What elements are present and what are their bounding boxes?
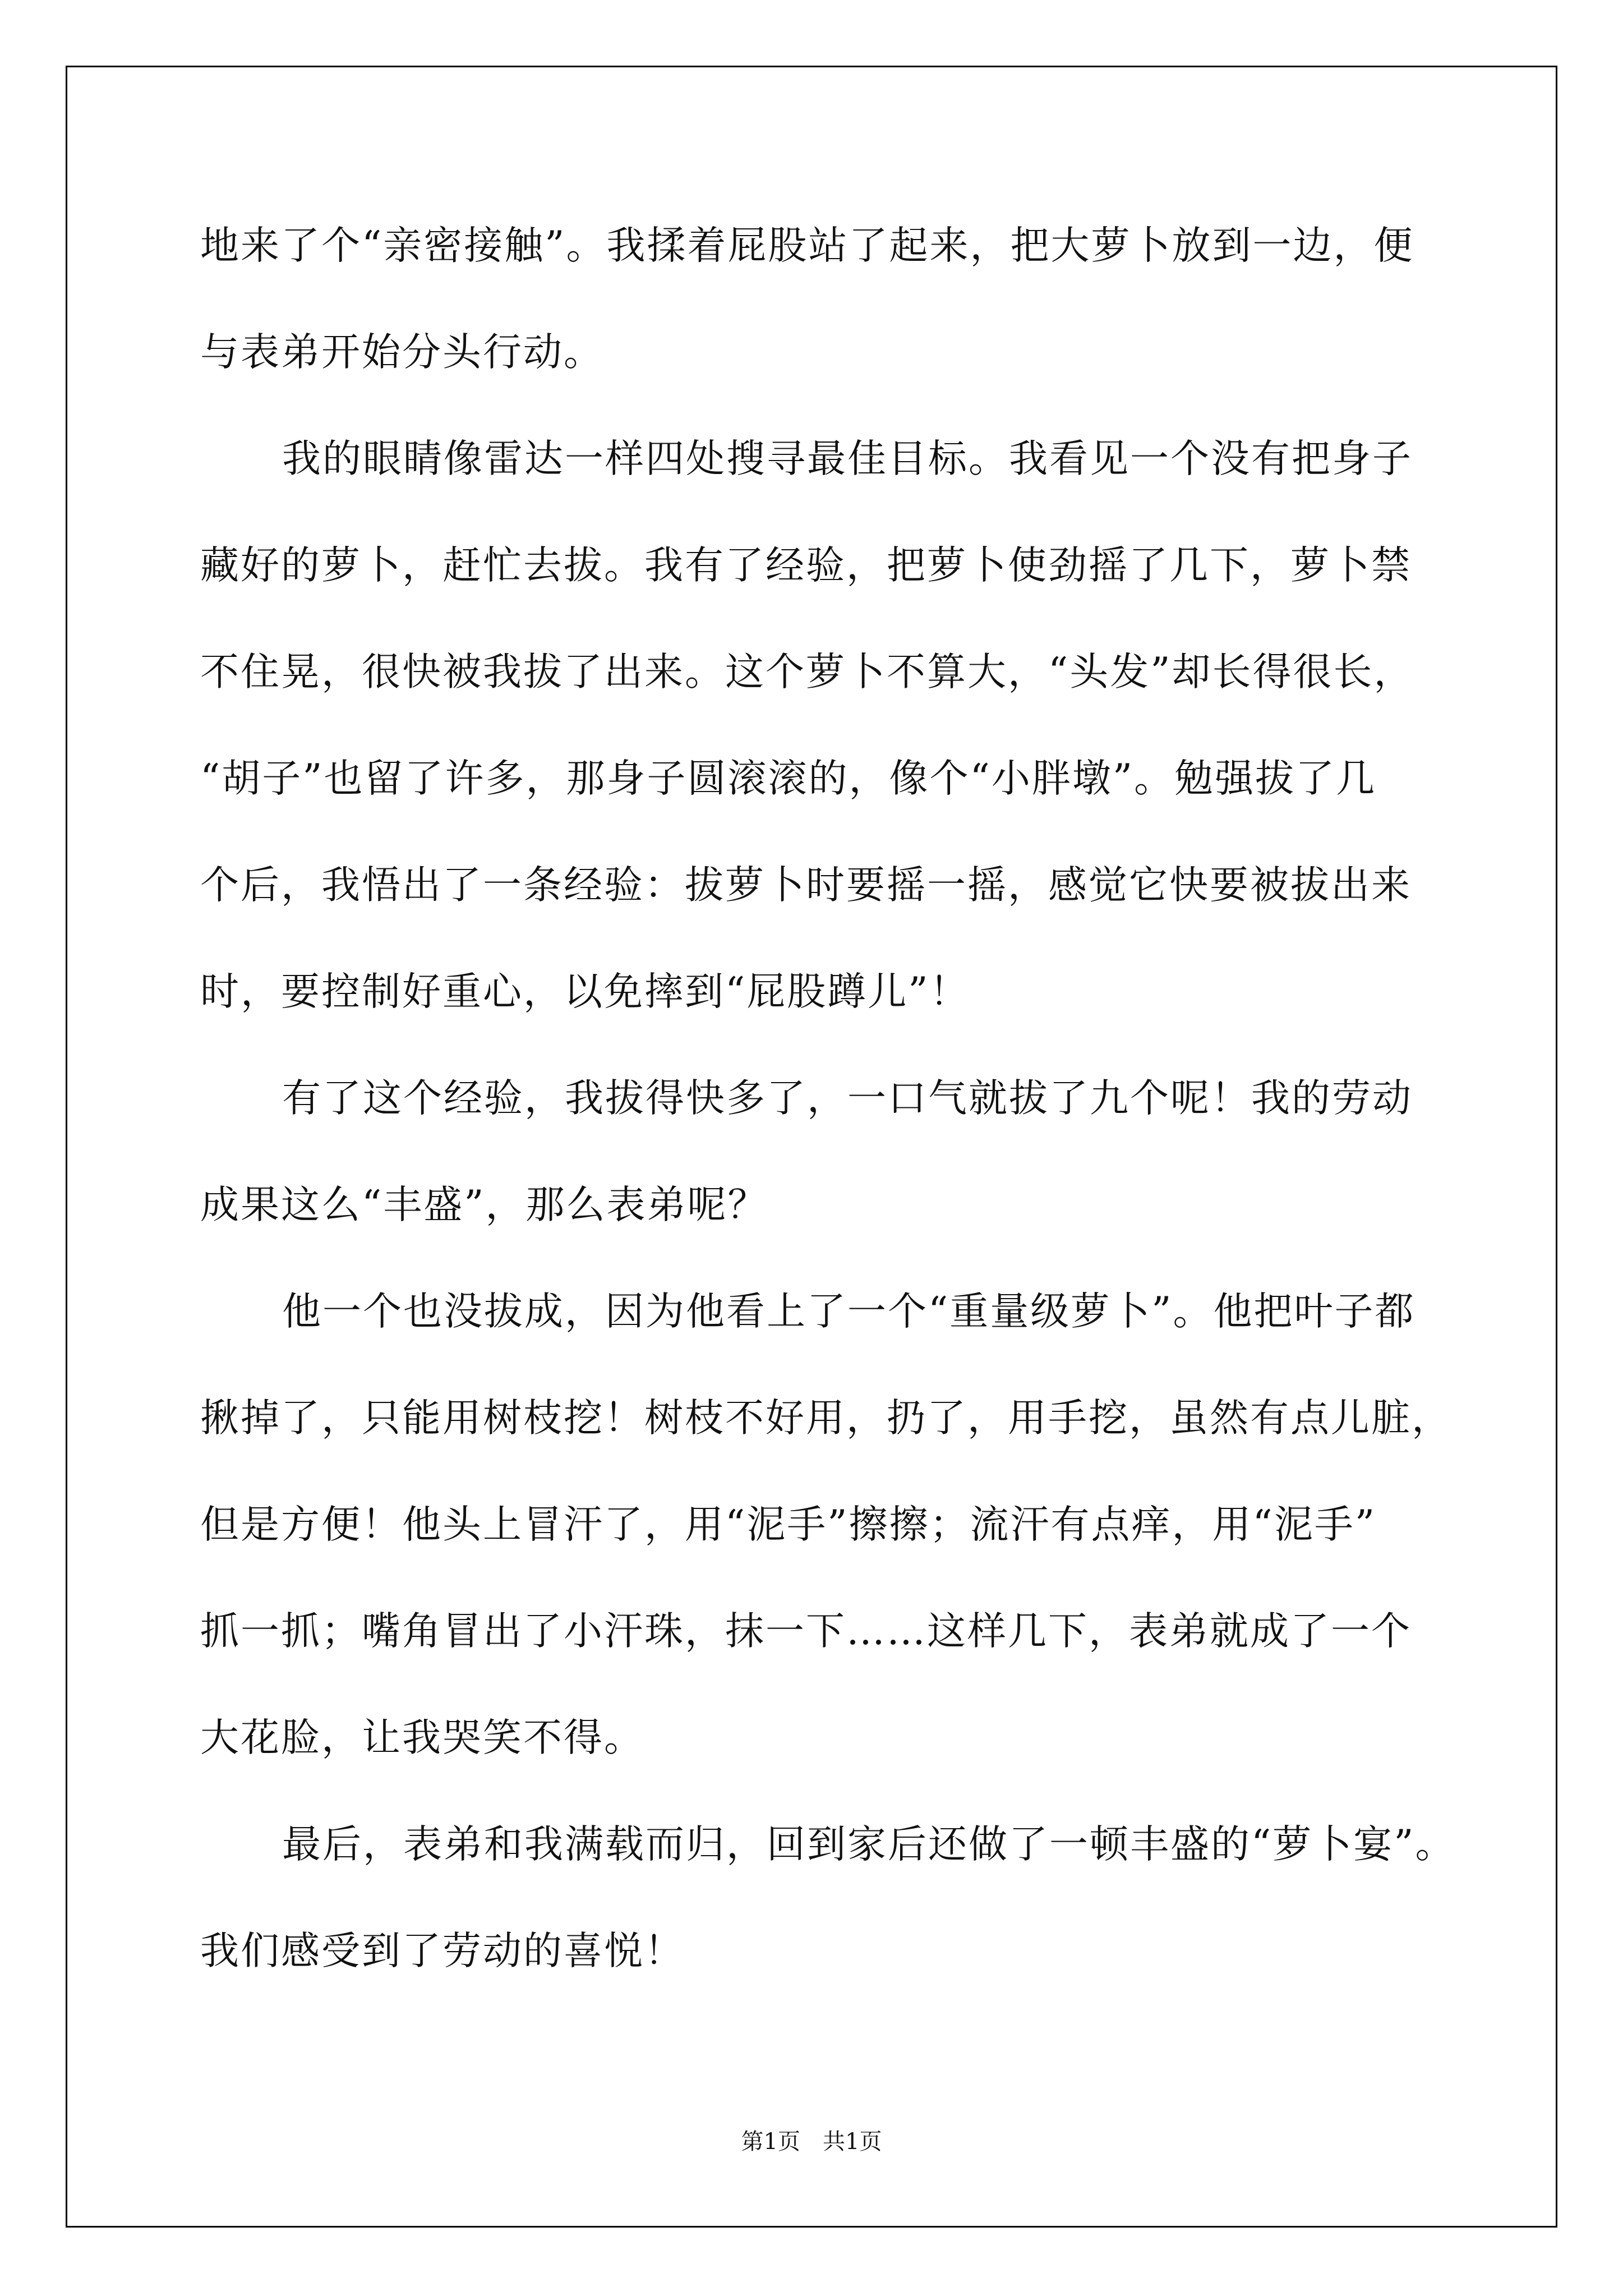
paragraph bbox=[200, 1045, 1535, 1258]
text-line: 最后，表弟和我满载而归，回到家后还做了一顿丰盛的“萝卜宴”。 bbox=[282, 1822, 1456, 1867]
text-line: 个后，我悟出了一条经验：拔萝卜时要摇一摇，感觉它快要被拔出来 bbox=[200, 863, 1412, 908]
paragraph bbox=[200, 406, 1535, 1045]
text-line: 大花脸，让我哭笑不得。 bbox=[200, 1715, 644, 1760]
text-line: 我们感受到了劳动的喜悦！ bbox=[200, 1929, 685, 1973]
paragraph bbox=[200, 1258, 1535, 1791]
text-line: 不住晃，很快被我拔了出来。这个萝卜不算大，“头发”却长得很长， bbox=[200, 650, 1414, 694]
text-line: 成果这么“丰盛”，那么表弟呢？ bbox=[200, 1182, 768, 1227]
text-line: 他一个也没拔成，因为他看上了一个“重量级萝卜”。他把叶子都 bbox=[282, 1289, 1415, 1334]
paragraph bbox=[200, 1791, 1535, 2004]
text-line: 但是方便！他头上冒汗了，用“泥手”擦擦；流汗有点痒，用“泥手” bbox=[200, 1502, 1377, 1547]
paragraph bbox=[200, 192, 1535, 406]
document-body bbox=[200, 192, 1535, 2004]
text-line: 我的眼睛像雷达一样四处搜寻最佳目标。我看见一个没有把身子 bbox=[282, 436, 1413, 481]
text-line: “胡子”也留了许多，那身子圆滚滚的，像个“小胖墩”。勉强拔了几 bbox=[200, 756, 1377, 801]
text-line: 藏好的萝卜，赶忙去拔。我有了经验，把萝卜使劲摇了几下，萝卜禁 bbox=[200, 543, 1412, 588]
text-line: 抓一抓；嘴角冒出了小汗珠，抹一下……这样几下，表弟就成了一个 bbox=[200, 1609, 1412, 1654]
text-line: 时，要控制好重心，以免摔到“屁股蹲儿”！ bbox=[200, 969, 970, 1014]
text-line: 与表弟开始分头行动。 bbox=[200, 330, 604, 375]
text-line: 揪掉了，只能用树枝挖！树枝不好用，扔了，用手挖，虽然有点儿脏， bbox=[200, 1396, 1452, 1441]
text-line: 有了这个经验，我拔得快多了，一口气就拔了九个呢！我的劳动 bbox=[282, 1076, 1413, 1121]
text-line: 地来了个“亲密接触”。我揉着屁股站了起来，把大萝卜放到一边，便 bbox=[200, 223, 1414, 268]
page-number-footer: 第1页 共1页 bbox=[741, 2129, 882, 2155]
